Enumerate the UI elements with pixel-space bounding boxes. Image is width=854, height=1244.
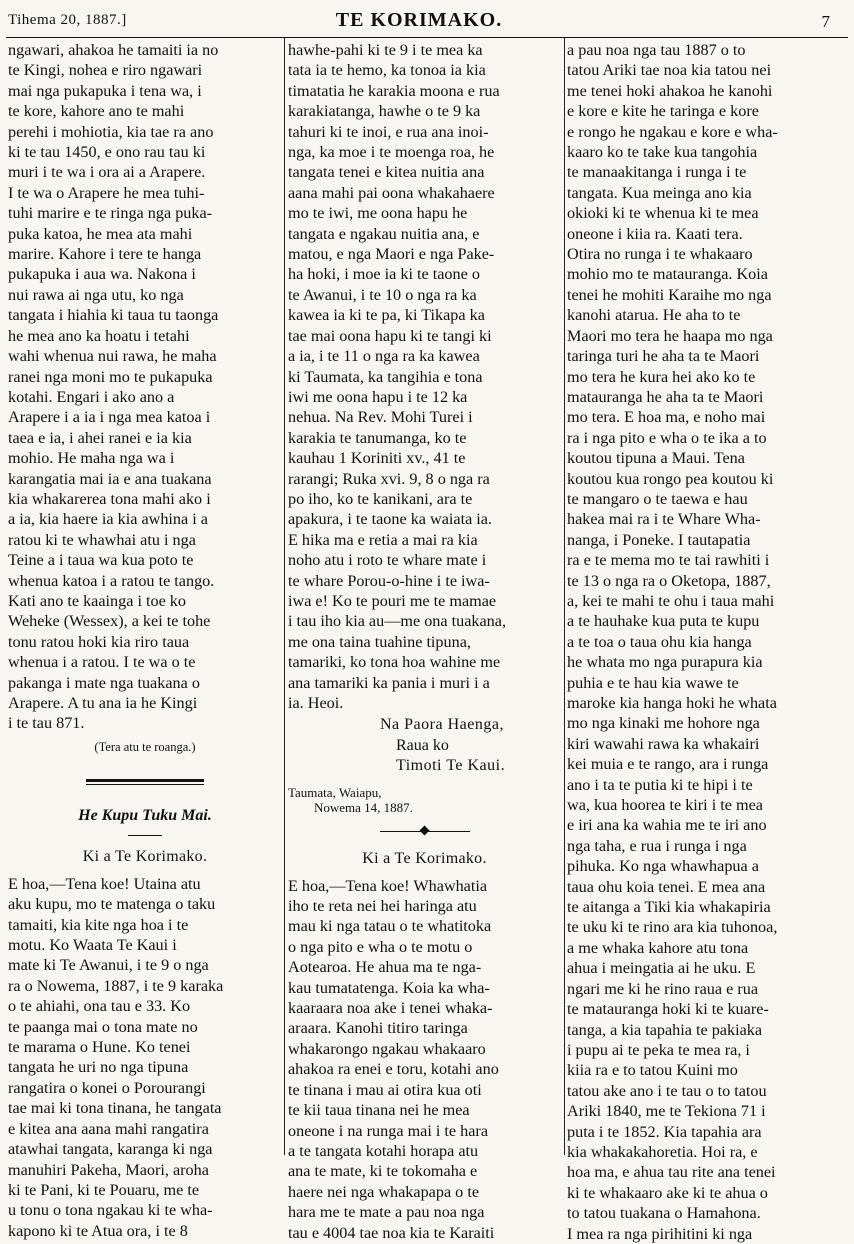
text-line: te kore, kahore ano te mahi [8,102,185,121]
text-line: taua ohu koia tenei. E mea ana [567,877,766,896]
text-line: manuhiri Pakeha, Maori, aroha [8,1160,209,1179]
text-line: he whata mo nga purapura kia [567,653,763,672]
text-line: koutou kua rongo pea koutou ki [567,469,774,488]
column-3 [567,40,848,1243]
text-line: haere nei nga whakapapa o te [288,1182,480,1201]
text-line: wahi whenua nui rawa, he maha [8,347,217,366]
text-line: koutou tipuna a Maui. Tena [567,449,745,468]
column-divider [564,38,565,1155]
text-line: tamaiti, kia kite nga hoa i te [8,915,189,934]
text-line: Weheke (Wessex), a kei te tohe [8,612,211,631]
text-line: e kore e kite he taringa e kore [567,102,759,121]
text-line: te Awanui, i te 10 o nga ra ka [288,285,477,304]
short-rule [128,835,162,836]
text-line: kanohi atarua. He aha to te [567,306,741,325]
text-line: kiri wawahi rawa ka whakairi [567,734,760,753]
text-line: tangata i hiahia ki taua tu taonga [8,306,219,325]
text-line: pihuka. Ko nga whawhapua a [567,857,759,876]
signature-joiner: Raua ko [396,736,449,754]
text-line: I te wa o Arapere he mea tuhi- [8,183,205,202]
text-line: te Kingi, nohea e riro ngawari [8,61,203,80]
text-line: nanga, i Poneke. I tautapatia [567,530,751,549]
text-line: mo nga kinaki me hohore nga [567,714,760,733]
article-continuation [8,40,282,734]
text-line: ra i nga pito e wha o te ika a to [567,428,767,447]
letter-address: Ki a Te Korimako. [82,847,208,865]
text-line: ana te mate, ki te tokomaha e [288,1162,478,1181]
text-line: a me whaka kahore atu tona [567,938,749,957]
text-line: te mangaro o te taewa e hau [567,489,748,508]
text-line: rarangi; Ruka xvi. 9, 8 o nga ra [288,469,490,488]
text-line: Arapere. A tu ana ia he Kingi [8,694,198,712]
text-line: ahua i meingatia ai he uku. E [567,959,756,978]
text-line: mohio mo te matauranga. Koia [567,265,768,284]
text-line: aana mahi pai oona whakahaere [288,183,495,202]
header-title: TE KORIMAKO. [335,9,503,31]
text-line: te paanga mai o tona mate no [8,1017,198,1036]
text-line: timatatia he karakia moona e rua [288,81,500,100]
text-line: te uku ki te rino ara kia tuhonoa, [567,918,778,937]
text-line: tangata e ngakau nuitia ana, e [288,224,480,243]
text-line: o nga pito e wha o te motu o [288,937,473,956]
text-line: matauranga he aha ta te Maori [567,387,764,406]
text-line: nui rawa ai nga utu, ko nga [8,285,184,304]
column-1 [8,40,282,1240]
column-2 [288,40,561,1242]
text-line: mai nga pukapuka i tena wa, i [8,81,202,100]
text-line: maroke kia hanga hoki he whata [567,694,777,712]
text-line: wa, kua hoorea te kiri i te mea [567,796,763,815]
text-line: kawea ia ki te pa, ki Tikapa ka [288,306,485,325]
text-line: kiia ra e to tatou Kuini mo [567,1061,738,1080]
text-line: araara. Kanohi titiro taringa [288,1019,468,1038]
text-line: a ia, i te 11 o nga ra ka kawea [288,347,480,366]
text-line: e rongo he ngakau e kore e wha- [567,122,778,141]
text-line: te manaakitanga i runga i te [567,163,747,182]
text-line: tatou Ariki tae noa kia tatou nei [567,61,772,80]
text-line: motu. Ko Waata Te Kaui i [8,936,177,955]
text-line: Aotearoa. He ahua ma te nga- [288,958,482,977]
text-line: I mea ra nga pirihitini ki nga [567,1224,753,1243]
text-line: kaaro ko te take kua tangohia [567,143,758,162]
section-heading: He Kupu Tuku Mai. [78,806,212,824]
text-line: me tenei hoki ahakoa he kanohi [567,81,773,100]
letter-address: Ki a Te Korimako. [362,849,487,867]
text-line: karakiatanga, hawhe o te 9 ka [288,102,481,121]
text-line: puhia e te hau kia wawe te [567,673,739,692]
text-line: tahuri ki te inoi, e rua ana inoi- [288,122,489,141]
text-line: te 13 o nga ra o Oketopa, 1887, [567,571,771,590]
text-line: kapono ki te Atua ora, i te 8 [8,1221,188,1240]
text-line: kau tumatatenga. Koia ka wha- [288,978,490,997]
double-rule [86,779,204,785]
text-line: hakea mai ra i te Whare Wha- [567,510,761,529]
text-line: ngari me ki he rino raua e rua [567,979,759,998]
text-line: matou, e nga Maori e nga Pake- [288,245,495,264]
text-line: po iho, ko te kanikani, ara te [288,489,473,508]
text-line: kia whakarerea tona mahi ako i [8,489,211,508]
text-line: noho atu i roto te whare mate i [288,551,487,570]
text-line: ratou ki te whawhai atu i nga [8,530,196,549]
text-line: ki te tau 1450, e ono rau tau ki [8,143,206,162]
text-line: E hika ma e retia a mai ra kia [288,530,478,549]
letter-body [8,874,282,1241]
text-line: whakarongo ngakau whakaaro [288,1039,486,1058]
text-line: nga taha, e rua i runga i nga [567,836,747,855]
text-line: kei muia e te rango, ara i runga [567,755,769,774]
text-line: mo tera. E hoa ma, e noho mai [567,408,766,427]
text-line: tamariki, ko tona hoa wahine me [288,653,501,672]
text-line: tau e 4004 tae noa kia te Karaiti [288,1223,495,1242]
text-line: tanga, a kia tapahia te pakiaka [567,1020,763,1039]
text-line: tangata. Kua meinga ano kia [567,183,752,202]
continued-note: (Tera atu te roanga.) [94,739,196,754]
text-line: aku kupu, mo te matenga o taku [8,895,216,914]
letter-body-continued [288,40,561,713]
text-line: pukapuka i aua wa. Nakona i [8,265,196,284]
text-line: Arapere i a ia i nga mea katoa i [8,408,211,427]
text-line: ha hoki, i moe ia ki te taone o [288,265,480,284]
text-line: a te hauhake kua puta te kupu [567,612,760,631]
text-line: me ona taina tuahine tipuna, [288,632,471,651]
text-line: u tonu o tona ngakau ki te wha- [8,1201,213,1220]
text-line: apakura, i te taone ka waiata ia. [288,510,493,529]
text-line: a te toa o taua ohu kia hanga [567,632,752,651]
text-line: tatou ake ano i te tau o to tatou [567,1081,767,1100]
text-line: whenua i a ratou. I te wa o te [8,653,196,672]
text-line: Kati ano te kaainga i toe ko [8,591,186,610]
text-line: to tatou tuakana o Hamahona. [567,1204,761,1223]
header-date: Tihema 20, 1887.] [8,12,127,28]
text-line: he mea ano ka hoatu i tetahi [8,326,190,345]
letter-place: Taumata, Waiapu, [288,784,382,800]
text-line: Otira no runga i te whakaaro [567,245,753,264]
text-line: perehi i mohiotia, kia tae ra ano [8,122,214,141]
text-line: e iri ana ka wahia me te iri ano [567,816,767,835]
signature-name: Timoti Te Kaui. [396,757,506,775]
text-line: i tau iho kia au—me ona tuakana, [288,612,507,631]
page-number: 7 [821,12,830,31]
text-line: whenua katoa i a ratou te tango. [8,571,215,590]
text-line: a ia, kia haere ia kia awhina i a [8,510,208,529]
text-line: ra o Nowema, 1887, i te 9 karaka [8,976,224,995]
text-line: marire. Kahore i tere te hanga [8,245,202,264]
diamond-ornament [419,825,429,835]
page-header [8,8,830,34]
text-line: rangatira o konei o Porourangi [8,1078,206,1097]
text-line: mo te iwi, me oona hapu he [288,204,468,223]
text-line: kauhau 1 Koriniti xv., 41 te [288,449,466,468]
text-line: ahakoa ra enei e toru, kotahi ano [288,1060,499,1079]
text-line: a pau noa nga tau 1887 o to [567,41,746,59]
text-line: kaaraara noa ake i tenei whaka- [288,999,493,1018]
text-line: te matauranga hoki ki te kuare- [567,1000,769,1019]
text-line: te marama o Hune. Ko tenei [8,1038,191,1057]
text-line: nehua. Na Rev. Mohi Turei i [288,408,473,427]
text-line: oneone i kiia ra. Kaati tera. [567,224,743,243]
text-line: taringa turi he aha ta te Maori [567,347,760,366]
text-line: mo tera he kura hei ako ko te [567,367,756,386]
text-line: kia whakakahoretia. Hoi ra, e [567,1142,758,1161]
signature-name: Na Paora Haenga, [380,716,504,734]
text-line: hara me te mate a pau noa nga [288,1203,485,1222]
text-line: e kitea ana aana mahi rangatira [8,1119,209,1138]
text-line: Teine a i taua wa kua poto te [8,551,194,570]
text-line: o te ahiahi, ona tau e 33. Ko [8,997,191,1016]
text-line: mohio. He maha nga wa i [8,449,175,468]
text-line: mau ki nga tatau o te whatitoka [288,917,492,936]
text-line: ana tamariki ka pania i muri i a [288,673,490,692]
text-line: tonu ratou hoki kia riro taua [8,632,190,651]
text-line: okioki ki te whenua ki te mea [567,204,759,223]
text-line: tae mai oona hapu ki te tangi ki [288,326,492,345]
text-line: a, kei te mahi te ohu i taua mahi [567,591,775,610]
text-line: puta i te 1852. Kia tapahia ara [567,1122,762,1141]
text-line: Ariki 1840, me te Tekiona 71 i [567,1102,766,1121]
letter-body-continued [567,40,848,1244]
text-line: hoa ma, e ahua tau rite ana tenei [567,1163,776,1182]
text-line: ki Taumata, ka tangihia e tona [288,367,483,386]
text-line: tata ia te hemo, ka tonoa ia kia [288,61,486,80]
text-line: iwi me oona hapu i te 12 ka [288,387,468,406]
text-line: Maori mo tera he haapa mo nga [567,326,773,345]
text-line: a te tangata kotahi horapa atu [288,1141,479,1160]
letter-date: Nowema 14, 1887. [314,799,413,815]
text-line: tangata he uri no nga tipuna [8,1058,189,1077]
text-line: iho te reta nei hei haringa atu [288,897,477,916]
text-line: ano i ta te putia ki te hipi i te [567,775,753,794]
text-line: te tinana i mau ai otira kua oti [288,1080,482,1099]
text-line: tuhi marire e te ringa nga puka- [8,204,213,223]
text-line: ki te Pani, ki te Pouaru, me te [8,1180,200,1199]
text-line: te whare Porou-o-hine i te iwa- [288,571,490,590]
header-rule [6,37,848,38]
text-line: tenei he mohiti Karaihe mo nga [567,285,772,304]
text-line: ra e te mema mo te tai rawhiti i [567,551,770,570]
text-line: taea e ia, i ahei ranei e ia kia [8,428,192,447]
text-line: ngawari, ahakoa he tamaiti ia no [8,41,219,59]
column-divider [284,38,285,1155]
text-line: ranei nga moni mo te pukapuka [8,367,213,386]
text-line: E hoa,—Tena koe! Utaina atu [8,874,201,893]
text-line: nga, ka moe i te moenga roa, he [288,143,495,162]
text-line: i pupu ai te peka te mea ra, i [567,1040,750,1059]
text-line: iwa e! Ko te pouri me te mamae [288,591,497,610]
text-line: tangata tenei e kitea nuitia ana [288,163,485,182]
text-line: E hoa,—Tena koe! Whawhatia [288,876,488,895]
text-line: te kii taua tinana nei he mea [288,1101,470,1120]
ornament-rule [380,831,470,832]
text-line: karakia te tanumanga, ko te [288,428,467,447]
text-line: tae mai ki tona tinana, he tangata [8,1099,222,1118]
text-line: pakanga i mate nga tuakana o [8,673,200,692]
text-line: atawhai tangata, karanga ki nga [8,1140,213,1159]
text-line: muri i te wa i ora ai a Arapere. [8,163,206,182]
text-line: karangatia mai ia e ana tuakana [8,469,212,488]
text-line: te aitanga a Tiki kia whakapiria [567,898,771,917]
text-line: mate ki Te Awanui, i te 9 o nga [8,956,209,975]
text-line: i te tau 871. [8,714,85,733]
text-line: kotahi. Engari i ako ano a [8,387,175,406]
text-line: ia. Heoi. [288,694,344,712]
text-line: puka katoa, he mea ata mahi [8,224,193,243]
text-line: ki te whakaaro ake ki te ahua o [567,1183,768,1202]
text-line: hawhe-pahi ki te 9 i te mea ka [288,41,483,59]
letter-body [288,876,561,1243]
text-line: oneone i na runga mai i te hara [288,1121,489,1140]
